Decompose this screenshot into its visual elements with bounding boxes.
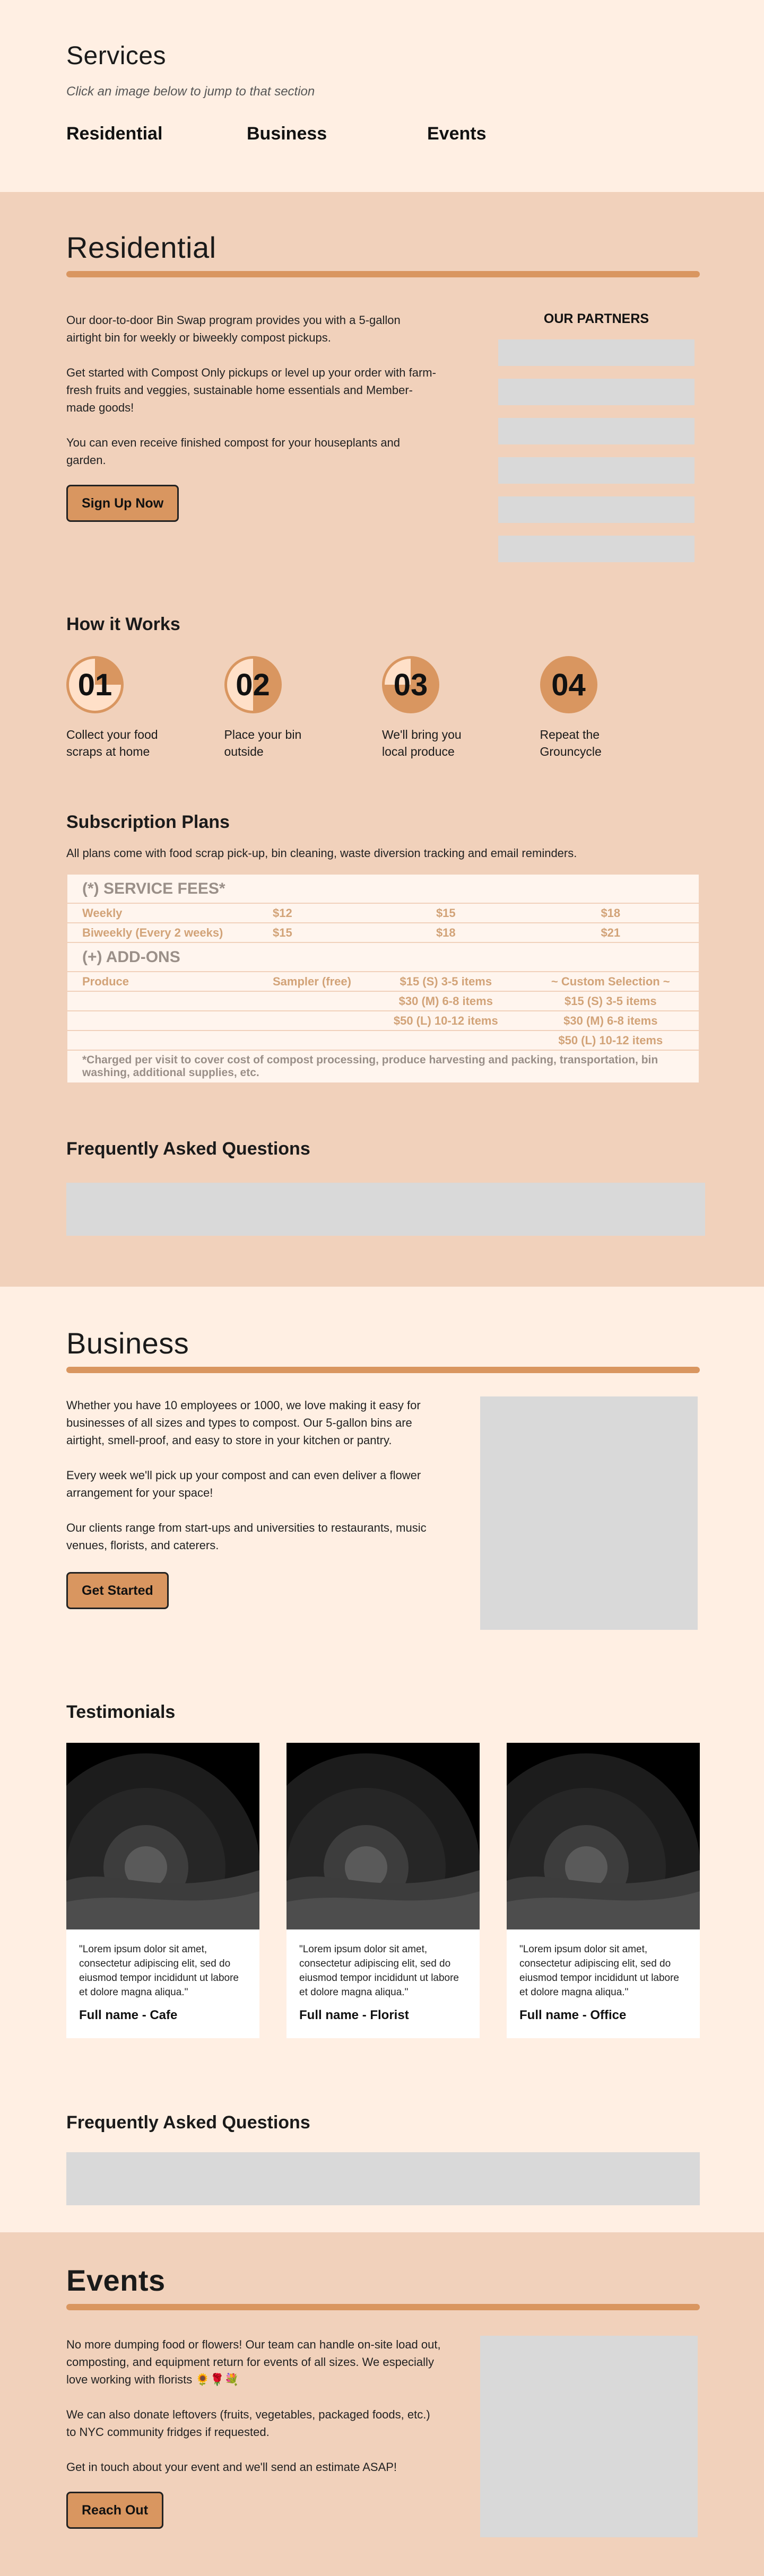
business-title: Business	[66, 1326, 189, 1360]
pricing-cell: Sampler (free)	[258, 972, 369, 991]
sign-up-button[interactable]: Sign Up Now	[66, 485, 179, 522]
step-number: 03	[393, 667, 428, 702]
testimonial-card	[507, 1743, 700, 2038]
testimonial-author: Full name - Cafe	[79, 2008, 178, 2022]
business-description	[66, 1396, 443, 1554]
section-divider	[66, 271, 700, 277]
business-faq-title: Frequently Asked Questions	[66, 2112, 310, 2133]
step-item	[382, 656, 540, 760]
pricing-cell	[258, 1031, 369, 1050]
testimonial-cards	[66, 1743, 700, 2038]
pricing-table	[66, 874, 700, 1084]
partner-logo[interactable]	[498, 496, 694, 523]
pricing-row	[67, 1031, 699, 1050]
pricing-cell: *Charged per visit to cover cost of compost processing, produce harvesting and packing, transportation, bin washing, additional supplies, etc.	[67, 1050, 699, 1083]
step-item	[66, 656, 224, 760]
step-number-badge	[382, 656, 439, 713]
pricing-cell: Produce	[67, 972, 258, 991]
partner-logo[interactable]	[498, 536, 694, 562]
pricing-row	[67, 1011, 699, 1031]
testimonial-quote: "Lorem ipsum dolor sit amet, consectetur adipiscing elit, sed do eiusmod tempor incididunt ut labore et dolore magna aliqua."	[79, 1944, 239, 1998]
pricing-row	[67, 874, 699, 903]
step-number-badge	[66, 656, 124, 713]
residential-title: Residential	[66, 231, 216, 264]
business-paragraph: Every week we'll pick up your compost and can even deliver a flower arrangement for your space!	[66, 1469, 421, 1499]
pricing-row	[67, 991, 699, 1011]
step-number-badge	[540, 656, 597, 713]
pricing-cell: (+) ADD-ONS	[67, 942, 699, 972]
section-nav	[66, 124, 698, 144]
image-placeholder-icon	[507, 1743, 700, 1929]
pricing-cell: $15 (S) 3-5 items	[369, 972, 523, 991]
pricing-cell: $50 (L) 10-12 items	[523, 1031, 699, 1050]
step-label: Collect your food scraps at home	[66, 728, 158, 758]
step-item	[224, 656, 383, 760]
step-label: We'll bring you local produce	[382, 728, 462, 758]
residential-paragraph: You can even receive finished compost for your houseplants and garden.	[66, 436, 401, 467]
residential-paragraph: Our door-to-door Bin Swap program provides you with a 5-gallon airtight bin for weekly or biweekly compost pickups.	[66, 313, 401, 344]
residential-section	[0, 192, 764, 1287]
testimonial-author: Full name - Florist	[299, 2008, 409, 2022]
testimonial-quote: "Lorem ipsum dolor sit amet, consectetur adipiscing elit, sed do eiusmod tempor incididunt ut labore et dolore magna aliqua."	[519, 1944, 680, 1998]
pricing-row	[67, 942, 699, 972]
pricing-cell: Weekly	[67, 903, 258, 923]
pricing-cell: $50 (L) 10-12 items	[369, 1011, 523, 1031]
step-number-badge	[224, 656, 282, 713]
plans-intro: All plans come with food scrap pick-up, bin cleaning, waste diversion tracking and email reminders.	[66, 846, 577, 860]
testimonial-author: Full name - Office	[519, 2008, 627, 2022]
pricing-row	[67, 923, 699, 942]
step-label: Repeat the Grouncycle	[540, 728, 602, 758]
events-paragraph: We can also donate leftovers (fruits, vegetables, packaged foods, etc.) to NYC community fridges if requested.	[66, 2408, 430, 2439]
testimonials-title: Testimonials	[66, 1702, 176, 1722]
residential-paragraph: Get started with Compost Only pickups or level up your order with farm-fresh fruits and veggies, sustainable home essentials and Member-made goods!	[66, 366, 436, 414]
page-subtitle: Click an image below to jump to that section	[66, 84, 315, 99]
testimonial-quote: "Lorem ipsum dolor sit amet, consectetur adipiscing elit, sed do eiusmod tempor incididunt ut labore et dolore magna aliqua."	[299, 1944, 459, 1998]
section-divider	[66, 2304, 700, 2310]
partner-logo[interactable]	[498, 339, 694, 366]
pricing-cell: $15 (S) 3-5 items	[523, 991, 699, 1011]
pricing-cell	[67, 991, 258, 1011]
testimonial-card	[286, 1743, 480, 2038]
events-description	[66, 2336, 443, 2476]
pricing-cell: Biweekly (Every 2 weeks)	[67, 923, 258, 942]
nav-residential-link[interactable]: Residential	[66, 124, 163, 144]
events-image-placeholder	[480, 2336, 698, 2537]
how-it-works-steps	[66, 656, 698, 760]
events-paragraph: Get in touch about your event and we'll send an estimate ASAP!	[66, 2460, 397, 2474]
business-image-placeholder	[480, 1396, 698, 1630]
subscription-plans-title: Subscription Plans	[66, 812, 230, 832]
nav-business-link[interactable]: Business	[247, 124, 327, 144]
image-placeholder-icon	[286, 1743, 480, 1929]
step-label: Place your bin outside	[224, 728, 302, 758]
pricing-cell	[369, 1031, 523, 1050]
pricing-cell	[67, 1031, 258, 1050]
pricing-cell: $15	[369, 903, 523, 923]
pricing-row	[67, 1050, 699, 1083]
pricing-row	[67, 903, 699, 923]
pricing-cell: $30 (M) 6-8 items	[523, 1011, 699, 1031]
residential-description	[66, 311, 438, 469]
get-started-button[interactable]: Get Started	[66, 1572, 169, 1609]
step-item	[540, 656, 698, 760]
residential-faq-title: Frequently Asked Questions	[66, 1139, 310, 1159]
image-placeholder-icon	[66, 1743, 259, 1929]
reach-out-button[interactable]: Reach Out	[66, 2492, 163, 2529]
pricing-cell	[67, 1011, 258, 1031]
pricing-row	[67, 972, 699, 991]
partners-panel	[498, 311, 694, 562]
partner-logo[interactable]	[498, 418, 694, 444]
events-title: Events	[66, 2264, 166, 2297]
step-number: 01	[77, 667, 112, 702]
pricing-cell: $21	[523, 923, 699, 942]
pricing-cell: $12	[258, 903, 369, 923]
pricing-cell: $18	[523, 903, 699, 923]
pricing-cell: $18	[369, 923, 523, 942]
step-number: 02	[236, 667, 270, 702]
pricing-cell: (*) SERVICE FEES*	[67, 874, 699, 903]
partner-logo[interactable]	[498, 379, 694, 405]
business-paragraph: Whether you have 10 employees or 1000, we love making it easy for businesses of all sizes and types to compost. Our 5-gallon bins are airtight, smell-proof, and easy to store in your kitchen or pantry.	[66, 1399, 421, 1447]
events-paragraph: No more dumping food or flowers! Our team can handle on-site load out, composting, and equipment return for events of all sizes. We especially love working with florists 🌻🌹💐	[66, 2338, 441, 2386]
testimonial-card	[66, 1743, 259, 2038]
how-it-works-title: How it Works	[66, 614, 180, 634]
page-title: Services	[66, 42, 167, 70]
pricing-cell	[258, 991, 369, 1011]
partners-title: OUR PARTNERS	[543, 311, 649, 326]
pricing-cell: ~ Custom Selection ~	[523, 972, 699, 991]
pricing-cell: $30 (M) 6-8 items	[369, 991, 523, 1011]
residential-faq-accordion[interactable]	[66, 1183, 705, 1236]
services-header	[0, 0, 764, 192]
step-number: 04	[551, 667, 586, 702]
business-faq-accordion[interactable]	[66, 2152, 700, 2205]
pricing-cell	[258, 1011, 369, 1031]
nav-events-link[interactable]: Events	[427, 124, 487, 144]
business-paragraph: Our clients range from start-ups and universities to restaurants, music venues, florists, and caterers.	[66, 1521, 427, 1552]
section-divider	[66, 1367, 700, 1373]
events-section	[0, 2232, 764, 2576]
business-section	[0, 1287, 764, 2232]
pricing-cell: $15	[258, 923, 369, 942]
partner-logo[interactable]	[498, 457, 694, 484]
